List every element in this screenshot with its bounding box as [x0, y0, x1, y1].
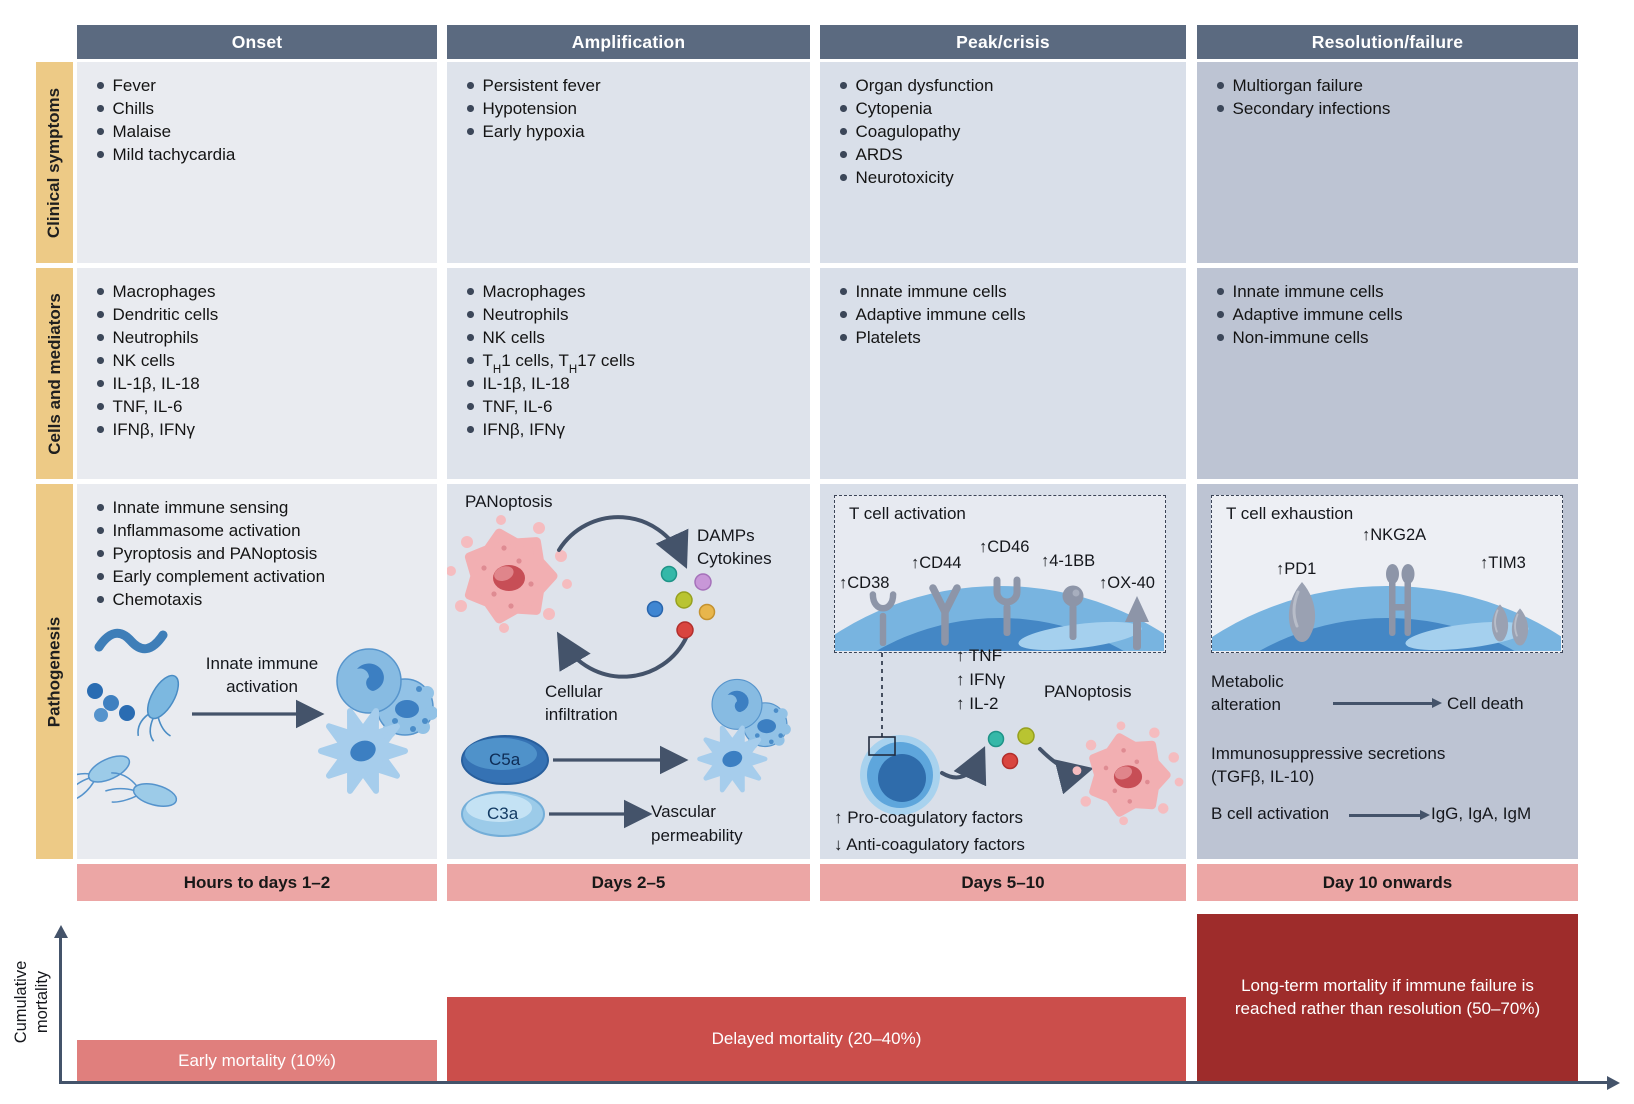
cycle-arrow-bottom [563, 636, 687, 677]
antibodies-label: IgG, IgA, IgM [1431, 804, 1532, 823]
nkg2a-label: ↑NKG2A [1362, 526, 1427, 544]
list-item [840, 97, 1176, 120]
bullet-icon [97, 82, 104, 89]
bullet-icon [97, 105, 104, 112]
list-item-text: Neutrophils [482, 305, 569, 324]
list-item-text: IL-1β, IL-18 [112, 374, 200, 393]
x-axis-arrowhead-icon [1607, 1076, 1620, 1090]
vascular-permeability-label-line2: permeability [651, 826, 743, 845]
clinical-symptoms-onset-cell [77, 62, 437, 263]
list-item [97, 74, 427, 97]
list-item-text: TNF, IL-6 [112, 397, 183, 416]
innate-immune-activation-label: Innate immune activation [205, 654, 319, 696]
list-item [1217, 280, 1568, 303]
row-label-clinical-symptoms: Clinical symptoms [36, 62, 73, 263]
timeline-onset: Hours to days 1–2 [77, 864, 437, 901]
list-item-text: Innate immune cells [855, 282, 1007, 301]
t-cell-activation-box [834, 495, 1166, 653]
list-item [840, 303, 1176, 326]
cells-mediators-resolution-cell [1197, 268, 1578, 479]
bullet-icon [840, 334, 847, 341]
bullet-icon [467, 105, 474, 112]
clinical-symptoms-peak-cell [820, 62, 1186, 263]
pd1-receptor-icon [1289, 582, 1315, 642]
list-item [840, 120, 1176, 143]
list-item-text: Hypotension [482, 99, 578, 118]
long-term-mortality-label: Long-term mortality if immune failure is reached rather than resolution (50–70%) [1234, 976, 1541, 1018]
list-item-text: Fever [112, 76, 156, 95]
ox40-label: ↑OX-40 [1099, 574, 1155, 592]
pathogenesis-peak-cell [820, 484, 1186, 859]
phase-header-peak-crisis: Peak/crisis [820, 25, 1186, 59]
delayed-mortality-label: Delayed mortality (20–40%) [711, 1029, 922, 1048]
early-mortality-label: Early mortality (10%) [178, 1050, 336, 1070]
bullet-icon [97, 527, 104, 534]
bullet-icon [97, 334, 104, 341]
list-item [97, 303, 427, 326]
list-item-text: Malaise [112, 122, 172, 141]
bullet-icon [840, 288, 847, 295]
cd38-label: ↑CD38 [839, 574, 890, 592]
4-1bb-label: ↑4-1BB [1041, 552, 1096, 570]
timeline-amplification: Days 2–5 [447, 864, 810, 901]
pathogenesis-amplification-cell [447, 484, 810, 859]
t-cell-exhaustion-box [1211, 495, 1563, 653]
t-cell-activation-title: T cell activation [849, 504, 966, 523]
list-item [467, 326, 800, 349]
list-item-text: Coagulopathy [855, 122, 961, 141]
list-item-text: Chemotaxis [112, 590, 203, 609]
list-item-text: IFNβ, IFNγ [112, 420, 195, 439]
tnf-label: ↑ TNF [956, 646, 1002, 665]
list-item-text: Neutrophils [112, 328, 199, 347]
panoptosis-label: PANoptosis [1044, 682, 1132, 701]
list-item [840, 143, 1176, 166]
list-item [467, 120, 800, 143]
list-item [97, 542, 427, 565]
bullet-icon [97, 596, 104, 603]
pd1-label: ↑PD1 [1276, 560, 1317, 578]
phase-header-onset: Onset [77, 25, 437, 59]
panoptosis-label: PANoptosis [465, 492, 553, 511]
phase-header-amplification: Amplification [447, 25, 810, 59]
t-cell-exhaustion-title: T cell exhaustion [1226, 504, 1354, 523]
list-item [1217, 97, 1568, 120]
bullet-icon [1217, 334, 1224, 341]
delayed-mortality-bar [447, 997, 1186, 1081]
list-item [97, 326, 427, 349]
list-item-text: $T_H1$ cells, $T_H17$ cells [482, 351, 635, 377]
list-item-text: Platelets [855, 328, 921, 347]
bullet-icon [1217, 105, 1224, 112]
list-item [467, 395, 800, 418]
bullet-icon [840, 128, 847, 135]
list-item-text: TNF, IL-6 [482, 397, 553, 416]
list-item-text: NK cells [112, 351, 175, 370]
list-item-text: Organ dysfunction [855, 76, 994, 95]
list-item [97, 565, 427, 588]
list-item-text: Early complement activation [112, 567, 326, 586]
bullet-icon [97, 128, 104, 135]
list-item-text: Cytopenia [855, 99, 933, 118]
timeline-peak: Days 5–10 [820, 864, 1186, 901]
list-item-text: ARDS [855, 145, 903, 164]
cells-mediators-onset-cell [77, 268, 437, 479]
list-item [97, 143, 427, 166]
list-item [1217, 326, 1568, 349]
list-item [97, 349, 427, 372]
list-item [97, 418, 427, 441]
list-item [840, 74, 1176, 97]
cd46-label: ↑CD46 [979, 538, 1030, 556]
list-item-text: NK cells [482, 328, 545, 347]
list-item-text: IL-1β, IL-18 [482, 374, 570, 393]
bullet-icon [840, 174, 847, 181]
list-item-text: Inflammasome activation [112, 521, 301, 540]
list-item [97, 97, 427, 120]
list-item-text: Adaptive immune cells [855, 305, 1026, 324]
cd44-label: ↑CD44 [911, 554, 962, 572]
list-item [1217, 74, 1568, 97]
pathogenesis-onset-cell [77, 484, 437, 859]
list-item-text: IFNβ, IFNγ [482, 420, 565, 439]
clinical-symptoms-resolution-cell [1197, 62, 1578, 263]
infiltrating-immune-cells-icon [700, 679, 791, 790]
bullet-icon [840, 311, 847, 318]
list-item-text: Macrophages [482, 282, 586, 301]
bullet-icon [467, 311, 474, 318]
list-item [97, 280, 427, 303]
spirochete-bacterium-icon [99, 633, 163, 648]
pathogenesis-resolution-cell [1197, 484, 1578, 859]
bullet-icon [467, 380, 474, 387]
list-item [97, 519, 427, 542]
list-item [467, 372, 800, 395]
bullet-icon [467, 426, 474, 433]
list-item [840, 326, 1176, 349]
bullet-icon [840, 82, 847, 89]
list-item [97, 120, 427, 143]
bullet-icon [1217, 82, 1224, 89]
list-item [840, 166, 1176, 189]
list-item [467, 349, 800, 377]
row-label-cells-and-mediators: Cells and mediators [36, 268, 73, 479]
panoptotic-cell-icon [1073, 721, 1184, 825]
list-item-text: Non-immune cells [1232, 328, 1369, 347]
list-item-text: Pyroptosis and PANoptosis [112, 544, 318, 563]
bullet-icon [467, 288, 474, 295]
bullet-icon [97, 357, 104, 364]
bullet-icon [467, 128, 474, 135]
bullet-icon [467, 334, 474, 341]
bullet-icon [467, 403, 474, 410]
long-term-mortality-bar [1197, 914, 1578, 1081]
cytokine-dots-icon [989, 728, 1035, 769]
bullet-icon [97, 550, 104, 557]
cycle-arrow-top [559, 517, 682, 558]
bullet-icon [840, 151, 847, 158]
anti-coagulatory-label: ↓ Anti-coagulatory factors [834, 835, 1025, 854]
list-item [97, 496, 427, 519]
list-item-text: Dendritic cells [112, 305, 219, 324]
b-cell-to-antibodies-arrow [1349, 814, 1421, 817]
cell-to-cytokines-arrow [942, 757, 980, 777]
bullet-icon [97, 311, 104, 318]
c3a-label: C3a [487, 804, 519, 823]
cytokines-label: Cytokines [697, 549, 772, 568]
timeline-resolution: Day 10 onwards [1197, 864, 1578, 901]
ifng-label: ↑ IFNγ [956, 670, 1006, 689]
phase-header-resolution-failure: Resolution/failure [1197, 25, 1578, 59]
metabolic-alteration-label: Metabolic alteration [1211, 672, 1284, 714]
list-item [97, 588, 427, 611]
bullet-icon [97, 380, 104, 387]
list-item-text: Macrophages [112, 282, 216, 301]
list-item-text: Chills [112, 99, 155, 118]
row-label-pathogenesis: Pathogenesis [36, 484, 73, 859]
flagellated-bacterium-icon [103, 772, 179, 819]
early-mortality-bar [77, 1040, 437, 1081]
list-item [467, 280, 800, 303]
bullet-icon [467, 82, 474, 89]
list-item [840, 280, 1176, 303]
list-item-text: Innate immune cells [1232, 282, 1384, 301]
bullet-icon [1217, 288, 1224, 295]
y-axis [59, 936, 62, 1082]
list-item-text: Neurotoxicity [855, 168, 954, 187]
pro-coagulatory-label: ↑ Pro-coagulatory factors [834, 808, 1023, 827]
cell-death-label: Cell death [1447, 694, 1524, 713]
list-item [97, 372, 427, 395]
list-item-text: Persistent fever [482, 76, 601, 95]
tim3-label: ↑TIM3 [1480, 554, 1526, 572]
list-item [467, 97, 800, 120]
list-item [1217, 303, 1568, 326]
list-item [467, 303, 800, 326]
t-cell-icon [860, 735, 940, 815]
c5a-label: C5a [489, 750, 521, 769]
damps-label: DAMPs [697, 526, 755, 545]
il2-label: ↑ IL-2 [956, 694, 999, 713]
list-item-text: Adaptive immune cells [1232, 305, 1403, 324]
immunosuppressive-secretions-label: Immunosuppressive secretions (TGFβ, IL-10) [1211, 744, 1446, 786]
cellular-infiltration-label: Cellular infiltration [545, 682, 618, 724]
cells-mediators-amplification-cell [447, 268, 810, 479]
metabolic-to-cell-death-arrow [1333, 702, 1433, 705]
bullet-icon [97, 573, 104, 580]
bullet-icon [97, 288, 104, 295]
list-item [467, 74, 800, 97]
damps-cytokines-dots-icon [648, 567, 715, 639]
bullet-icon [97, 151, 104, 158]
bullet-icon [97, 426, 104, 433]
bullet-icon [97, 403, 104, 410]
x-axis [59, 1081, 1608, 1084]
list-item-text: Multiorgan failure [1232, 76, 1363, 95]
clinical-symptoms-amplification-cell [447, 62, 810, 263]
list-item-text: Innate immune sensing [112, 498, 289, 517]
bullet-icon [467, 357, 474, 364]
bullet-icon [1217, 311, 1224, 318]
cocci-bacteria-icon [87, 683, 135, 722]
cells-mediators-peak-cell [820, 268, 1186, 479]
vascular-permeability-label-line1: Vascular [651, 802, 716, 821]
list-item [97, 395, 427, 418]
y-axis-label: Cumulative mortality [12, 960, 51, 1044]
list-item [467, 418, 800, 441]
list-item-text: Secondary infections [1232, 99, 1391, 118]
bullet-icon [840, 105, 847, 112]
list-item-text: Mild tachycardia [112, 145, 236, 164]
y-axis-arrowhead-icon [54, 925, 68, 938]
panoptotic-cell-icon [447, 515, 572, 633]
list-item-text: Early hypoxia [482, 122, 585, 141]
bullet-icon [97, 504, 104, 511]
b-cell-activation-label: B cell activation [1211, 804, 1330, 823]
